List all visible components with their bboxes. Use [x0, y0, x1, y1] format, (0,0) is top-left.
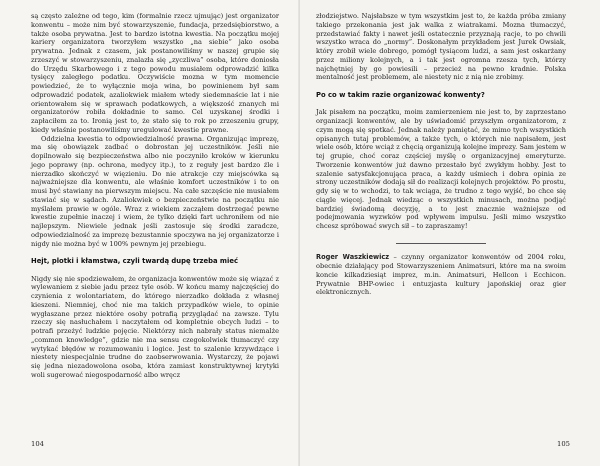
paragraph: są często zależne od tego, kim (formalnie rzecz ujmując) jest organizator konwentu – może nim być stowarzyszenie, fundacja, przedsiębiorstwo, a także osoba prywatna. Jest to bardzo istotna kwestia. Na początku mojej kariery organizatora tworzyłem wszystko „na siebie” jako osoba prywatna. Jednak z czasem, jak postanowiliśmy w naszej grupie się zrzeszyć w stowarzyszeniu, znalazła się „zyczliwa” osoba, które doniosła do Urzędu Skarbowego i z tego powodu musiałem odprowadzić kilka tysięcy zaległego podatku. Oczywiście mozna w tym momencie powiedzieć, że to wyłącznie moja wina, bo powinienem był sam odprowadzić podatek, azaliokwiek miałem wtedy siedemnaście lat i nie orientowałem się w sprawach podatkowych, a większość znanych mi organizatorów robiła dokładnie to samo. Cel uzyskanej środki i zapłaciłem za to. Ironią jest to, że stało się to rok po zrzeszeniu grupy, kiedy właśnie postanowiliśmy uregulować kwestie prawne. — [31, 12, 279, 134]
separator-rule — [396, 243, 486, 244]
paragraph: Jak pisałem na początku, moim zamierzeniem nie jest to, by zaprzestano organizacji konwentów, ale by uświadomić przyszłym organizatorom, z czym mogą się spotkać. Jednak należy pamiętać, że mimo tych wszystkich opisanych tutaj problemów, a także tych, o których nie napisałem, jest wiele osób, które wciąż z chęcią organizują kolejne imprezy. Sam jestem w tej grupie, choć coraz częściej myślę o organizacyjnej emeryturze. Tworzenie konwentów już dawno przestało być zwykłym hobby. Jest to szalenie satysfakcjonująca praca, a każdy uśmiech i dobra opinia ze strony uczestników dodają sił do realizacji kolejnych projektów. Po prostu, gdy się w to wchodzi, to tak wciąga, że trudno z tego wyjść, bo chce się ciągle więcej. Jednak wiedząc o wszystkich minusach, można podjąć bardziej świadomą decyzję, a to jest znacznie ważniejsze od podejmowania wyzwków pod wpływem impulsu. Jeśli mimo wszystko chcesz spróbować swych sił – to zapraszamy! — [316, 108, 566, 230]
section-heading: Hejt, plotki i kłamstwa, czyli twardą dupę trzeba mieć — [31, 257, 238, 265]
page-number: 104 — [31, 440, 44, 448]
author-name: Roger Waszkiewicz — [316, 253, 390, 262]
right-page — [300, 0, 600, 466]
left-text-column — [31, 12, 279, 380]
paragraph: Nigdy się nie spodziewałem, że organizacja konwentów może się wiązać z wylewaniem z siebie jadu przez tyle osób. W końcu mamy najczęściej do czynienia z wolontariatem, do którego nierzadko dokłada z własnej kieszeni. Niemniej, choć nie ma takich przypadków wiele, to opinie wygłaszane przez niektóre osoby potrafią przyglądać na zawsze. Tylu rzeczy się nasłuchałem i naczytałem od kompletnie obcych ludzi – to potrafi przeżyć ludzkie pojęcie. Niektórzy nich nabrały status niemalże „common knowledge”, gdzie nie ma sensu czegokolwiek tłumaczyć czy wytykać błędów w rozumowaniu i logice. Jest to szalenie krzywdzące i niestety niespecjalnie trudne do zaobserwowania. Wystarczy, że pojawi się jedna niezadowolona osoba, która zamiast konstruktywnej krytyki woli sugerować niegospodarność albo wręcz — [31, 274, 279, 379]
right-text-column — [316, 12, 566, 297]
section-heading: Po co w takim razie organizować konwenty? — [316, 90, 485, 99]
paragraph: złodziejstwo. Najsłabsze w tym wszystkim jest to, że każda próba zmiany takiego przekonania jest jak walka z wiatrakami. Mozna tłumaczyć, przedstawiać fakty i nawet jeśli ostatecznie przyznają racje, to po chwili wszystko wraca do „normy”. Doskonałym przykładem jest Jurek Owsiak, który zrobił wiele dobrego, pomógł tysiącom ludzi, a sam jest oskarżany przez miliony kolejnych, a i tak jest ogromna rzesza tych, którzy najchętniej by go powiesili – przecież na pewno kradnie. Polska mentalność jest problemem, ale niestety nic z nią nie zrobimy. — [316, 12, 566, 82]
paragraph: Oddzielna kwestia to odpowiedzialność prawna. Organizując imprezę, ma się obowiązek zadbać o dobrostan jej uczestników. Jeśli nie dopilnowało się bezpieczeństwa albo nie poczyniło kroków w kierunku jego poprawy (np. ochrona, medycy itp.), to z reguły jest bardzo źle i nierzadko skończyć w więzieniu. Do nie atrakcje czy miejscówka są najważniejsze dla konwentu, ale właśnie komfort uczestników i to on musi być stawiany na pierwszym miejscu. Na całe szczęście nie musiałem stawiać się w sądach. Azaliokwiek o bezpieczeństwie na początku nie myślałem prawie w ogóle. Wraz z wiekiem zacząłem dostrzegać pewne kwestie zupełnie inaczej i wiem, że tylko dzięki fart uchroniłem od nie najlepszym. Niewiele jednak jeśli zastosuje się środki zaradcze, odpowiedzialność za imprezę bezustannie spoczywa na jej organizatorze i nigdy nie można być w 100% pewnym jej przebiegu. — [31, 134, 279, 248]
page-number: 105 — [557, 440, 570, 448]
author-bio — [316, 253, 566, 297]
author-bio-text: – czynny organizator konwentów od 2004 roku, obecnie działający pod Stowarzyszeniem Animatsuri, które ma na swoim koncie kilkadziesiąt imprez, m.in. Animatsuri, Hellcon i Ecchicon. Prywatnie BHP-owiec i entuzjasta kultury japońskiej oraz gier elektronicznych. — [316, 253, 566, 297]
